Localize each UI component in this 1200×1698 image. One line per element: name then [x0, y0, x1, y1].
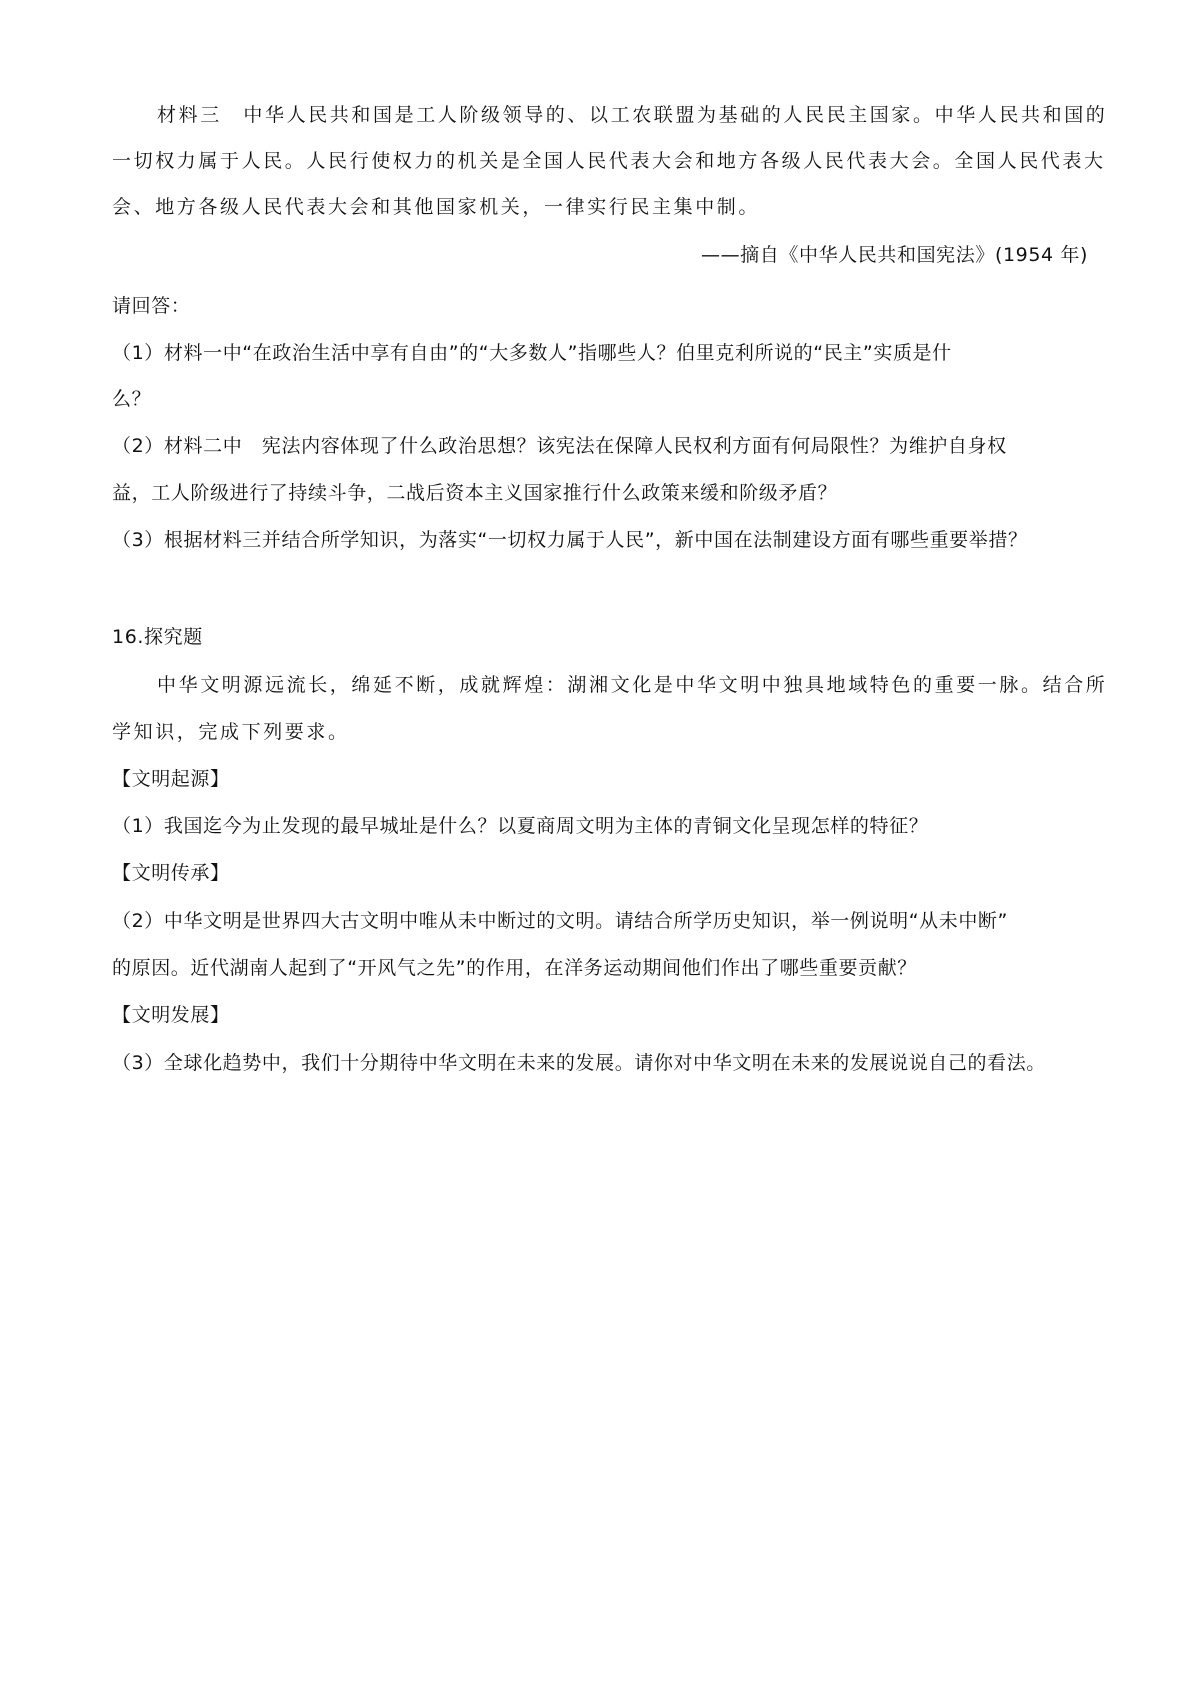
q15-question-2-line-2: 益，工人阶级进行了持续斗争，二战后资本主义国家推行什么政策来缓和阶级矛盾？: [112, 482, 838, 504]
q16-heading: 16.探究题: [112, 626, 203, 648]
q16-question-2-line-1: （2）中华文明是世界四大古文明中唯从未中断过的文明。请结合所学历史知识，举一例说明“从未中断”: [112, 910, 1008, 932]
section-civilization-inheritance: 【文明传承】: [112, 862, 230, 884]
q15-question-1-line-2: 么？: [112, 388, 152, 410]
q15-question-2-line-1: （2）材料二中 宪法内容体现了什么政治思想？该宪法在保障人民权利方面有何局限性？为维护自身权: [112, 435, 1007, 457]
material3-line-2: 一切权力属于人民。人民行使权力的机关是全国人民代表大会和地方各级人民代表大会。全国人民代表大: [112, 150, 1106, 172]
q16-question-2-line-2: 的原因。近代湖南人起到了“开风气之先”的作用，在洋务运动期间他们作出了哪些重要贡献？: [112, 957, 917, 979]
q15-prompt: 请回答：: [112, 295, 191, 317]
q16-intro-line-1: 中华文明源远流长，绵延不断，成就辉煌：湖湘文化是中华文明中独具地域特色的重要一脉。结合所: [157, 674, 1108, 696]
section-civilization-origin: 【文明起源】: [112, 768, 230, 790]
material3-line-1: 材料三 中华人民共和国是工人阶级领导的、以工农联盟为基础的人民民主国家。中华人民共和国的: [157, 104, 1108, 126]
q16-intro-line-2: 学知识，完成下列要求。: [112, 721, 350, 743]
material3-line-3: 会、地方各级人民代表大会和其他国家机关，一律实行民主集中制。: [112, 196, 761, 218]
q15-question-1-line-1: （1）材料一中“在政治生活中享有自由”的“大多数人”指哪些人？伯里克利所说的“民主”实质是什: [112, 342, 952, 364]
q16-question-3: （3）全球化趋势中，我们十分期待中华文明在未来的发展。请你对中华文明在未来的发展说说自己的看法。: [112, 1052, 1046, 1074]
material3-source: ——摘自《中华人民共和国宪法》(1954 年): [700, 244, 1088, 266]
section-civilization-development: 【文明发展】: [112, 1004, 230, 1026]
q16-question-1: （1）我国迄今为止发现的最早城址是什么？以夏商周文明为主体的青铜文化呈现怎样的特征？: [112, 815, 929, 837]
q15-question-3: （3）根据材料三并结合所学知识，为落实“一切权力属于人民”，新中国在法制建设方面有哪些重要举措？: [112, 529, 1028, 551]
